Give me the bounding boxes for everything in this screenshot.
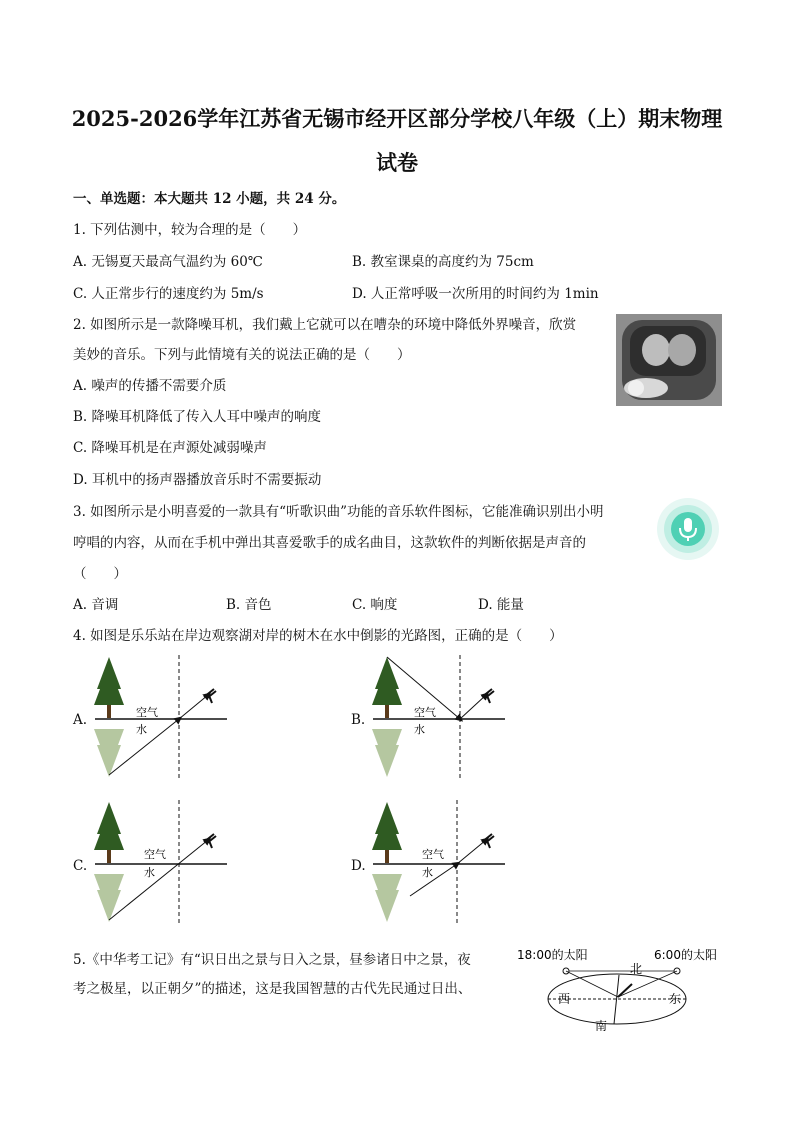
eye-icon <box>482 689 494 703</box>
sun-path-diagram <box>514 942 726 1038</box>
svg-text:水: 水 <box>136 723 147 736</box>
eye-icon <box>482 834 494 848</box>
q4-diagram-c <box>92 800 232 926</box>
svg-text:水: 水 <box>422 866 433 879</box>
tree-icon <box>94 657 124 705</box>
q3-option-d: D. 能量 <box>478 597 524 613</box>
q5-stem-line1: 5.《中华考工记》有“识日出之景与日入之景，昼参诸日中之景，夜 <box>73 952 471 968</box>
q4-diagram-a <box>92 655 232 781</box>
q1-option-c: C. 人正常步行的速度约为 5m/s <box>73 286 264 302</box>
svg-text:水: 水 <box>144 866 155 879</box>
q5-stem-line2: 考之极星，以正朝夕”的描述，这是我国智慧的古代先民通过日出、 <box>73 981 472 997</box>
q3-stem-line3: （ ） <box>73 566 127 582</box>
q4-option-b-label: B. <box>351 712 366 728</box>
svg-text:水: 水 <box>414 723 425 736</box>
svg-text:空气: 空气 <box>136 706 158 719</box>
q4-stem: 4. 如图是乐乐站在岸边观察湖对岸的树木在水中倒影的光路图，正确的是（ ） <box>73 628 563 644</box>
sun-1800-label: 18:00的太阳 <box>517 948 588 962</box>
west-label: 西 <box>558 992 571 1006</box>
tree-reflection-icon <box>372 874 402 922</box>
east-label: 东 <box>669 992 682 1006</box>
q3-option-b: B. 音色 <box>226 597 272 613</box>
q1-option-b: B. 教室课桌的高度约为 75cm <box>352 254 534 270</box>
tree-reflection-icon <box>94 874 124 922</box>
svg-text:空气: 空气 <box>414 706 436 719</box>
q2-stem-line1: 2. 如图所示是一款降噪耳机，我们戴上它就可以在嘈杂的环境中降低外界噪音，欣赏 <box>73 317 577 333</box>
q2-option-c: C. 降噪耳机是在声源处减弱噪声 <box>73 440 267 456</box>
q1-option-d: D. 人正常呼吸一次所用的时间约为 1min <box>352 286 599 302</box>
tree-reflection-icon <box>94 729 124 777</box>
svg-text:空气: 空气 <box>144 848 166 861</box>
q1-stem: 1. 下列估测中，较为合理的是（ ） <box>73 222 307 238</box>
tree-icon <box>372 802 402 850</box>
microphone-icon <box>656 497 720 561</box>
q3-option-c: C. 响度 <box>352 597 398 613</box>
q2-option-d: D. 耳机中的扬声器播放音乐时不需要振动 <box>73 472 322 488</box>
q4-option-c-label: C. <box>73 858 88 874</box>
tree-icon <box>94 802 124 850</box>
eye-icon <box>204 689 216 703</box>
q3-option-a: A. 音调 <box>73 597 119 613</box>
q2-option-b: B. 降噪耳机降低了传入人耳中噪声的响度 <box>73 409 322 425</box>
q2-stem-line2: 美妙的音乐。下列与此情境有关的说法正确的是（ ） <box>73 347 411 363</box>
sun-0600-label: 6:00的太阳 <box>654 948 717 962</box>
q3-stem-line1: 3. 如图所示是小明喜爱的一款具有“听歌识曲”功能的音乐软件图标，它能准确识别出小明 <box>73 504 604 520</box>
q2-option-a: A. 噪声的传播不需要介质 <box>73 378 227 394</box>
earbuds-image <box>616 314 722 406</box>
eye-icon <box>204 834 216 848</box>
north-label: 北 <box>630 962 643 976</box>
q1-option-a: A. 无锡夏天最高气温约为 60℃ <box>73 254 263 270</box>
section-header: 一、单选题：本大题共 12 小题，共 24 分。 <box>73 191 346 207</box>
q4-diagram-b <box>370 655 510 781</box>
q4-option-a-label: A. <box>73 712 88 728</box>
page-title: 2025-2026学年江苏省无锡市经开区部分学校八年级（上）期末物理 <box>71 106 723 131</box>
tree-reflection-icon <box>372 729 402 777</box>
q3-stem-line2: 哼唱的内容，从而在手机中弹出其喜爱歌手的成名曲目，这款软件的判断依据是声音的 <box>73 535 586 551</box>
q4-option-d-label: D. <box>351 858 366 874</box>
page-title-continued: 试卷 <box>376 150 418 175</box>
tree-icon <box>372 657 402 705</box>
q4-diagram-d <box>370 800 510 926</box>
svg-text:空气: 空气 <box>422 848 444 861</box>
south-label: 南 <box>595 1019 608 1033</box>
